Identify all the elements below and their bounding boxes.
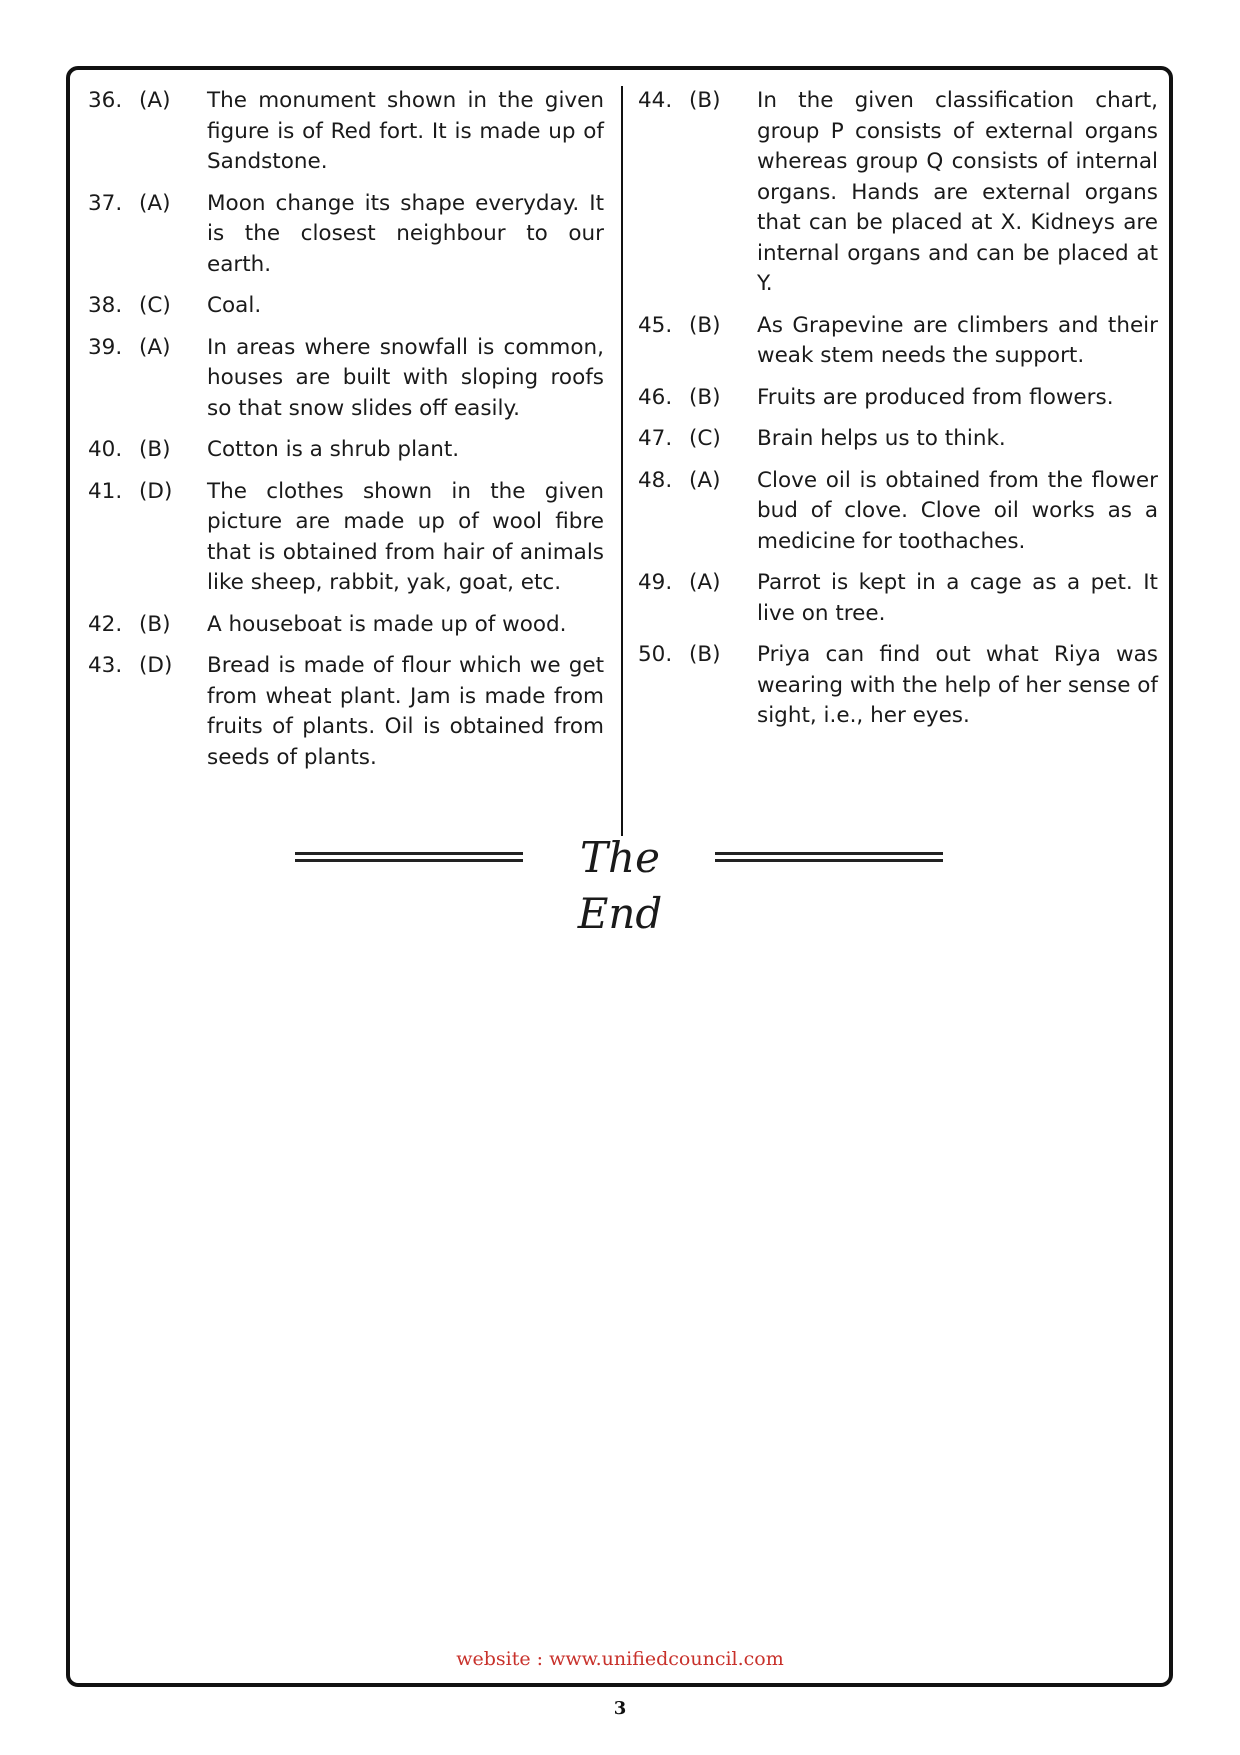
explanation-text: Cotton is a shrub plant. xyxy=(207,437,460,462)
question-number: 45. xyxy=(638,312,673,338)
question-number: 41. xyxy=(88,478,123,504)
answer-option: (A) xyxy=(689,570,721,595)
question-number: 46. xyxy=(638,384,673,410)
question-number: 47. xyxy=(638,426,673,451)
answer-item xyxy=(638,311,1158,372)
answer-option: (D) xyxy=(139,478,173,504)
explanation-text: Brain helps us to think. xyxy=(757,426,1006,451)
page-number: 3 xyxy=(613,1698,627,1719)
answer-item xyxy=(88,189,604,281)
explanation-text: Coal. xyxy=(207,293,262,318)
answer-item xyxy=(638,568,1158,629)
answer-item xyxy=(88,651,604,773)
answer-item xyxy=(88,435,604,466)
double-rule-right xyxy=(715,852,943,862)
column-divider xyxy=(621,86,623,836)
explanation-text: In the given classification chart, group P consists of external organs whereas group Q consists of internal organs. Hands are external organs that can be placed at X. Kidneys are internal organs and can be placed at Y. xyxy=(757,88,1158,296)
double-rule-left xyxy=(295,852,523,862)
explanation-text: As Grapevine are climbers and their weak stem needs the support. xyxy=(757,312,1158,368)
answer-item xyxy=(88,333,604,425)
question-number: 50. xyxy=(638,642,673,667)
explanation-text: In areas where snowfall is common, houses are built with sloping roofs so that snow slides off easily. xyxy=(207,334,604,421)
answer-option: (B) xyxy=(689,88,721,113)
answer-item xyxy=(638,424,1158,455)
answer-option: (D) xyxy=(139,653,173,678)
question-number: 44. xyxy=(638,88,673,113)
explanation-text: Fruits are produced from flowers. xyxy=(757,384,1114,410)
explanation-text: Clove oil is obtained from the flower bud of clove. Clove oil works as a medicine for toothaches. xyxy=(757,467,1158,554)
answer-item xyxy=(88,86,604,178)
question-number: 40. xyxy=(88,437,123,462)
answer-item xyxy=(638,86,1158,300)
question-number: 42. xyxy=(88,611,123,637)
answers-left-column xyxy=(88,86,604,784)
the-end-ornament xyxy=(295,830,945,938)
answers-right-column xyxy=(638,86,1158,743)
answer-item xyxy=(88,291,604,322)
question-number: 48. xyxy=(638,467,673,493)
answer-option: (A) xyxy=(689,467,721,493)
answer-item xyxy=(88,477,604,599)
answer-item xyxy=(638,640,1158,732)
answer-option: (C) xyxy=(139,293,171,318)
explanation-text: The clothes shown in the given picture are made up of wool fibre that is obtained from hair of animals like sheep, rabbit, yak, goat, etc. xyxy=(207,478,604,595)
question-number: 37. xyxy=(88,190,123,216)
explanation-text: Bread is made of flour which we get from wheat plant. Jam is made from fruits of plants. Oil is obtained from seeds of plants. xyxy=(207,653,604,770)
question-number: 38. xyxy=(88,293,123,318)
answer-option: (B) xyxy=(689,312,721,338)
question-number: 49. xyxy=(638,570,673,595)
question-number: 36. xyxy=(88,88,123,113)
the-end-text: The End xyxy=(577,833,663,938)
website-footer: website : www.unifiedcouncil.com xyxy=(456,1648,784,1670)
answer-option: (A) xyxy=(139,334,171,360)
question-number: 43. xyxy=(88,653,123,678)
question-number: 39. xyxy=(88,334,123,360)
explanation-text: A houseboat is made up of wood. xyxy=(207,611,567,637)
explanation-text: Parrot is kept in a cage as a pet. It live on tree. xyxy=(757,570,1158,626)
explanation-text: The monument shown in the given figure is of Red fort. It is made up of Sandstone. xyxy=(207,88,604,174)
answer-option: (B) xyxy=(689,384,721,410)
answer-option: (A) xyxy=(139,88,171,113)
answer-option: (B) xyxy=(139,437,171,462)
answer-option: (B) xyxy=(139,611,171,637)
explanation-text: Moon change its shape everyday. It is the closest neighbour to our earth. xyxy=(207,190,604,277)
answer-item xyxy=(88,610,604,641)
answer-option: (B) xyxy=(689,642,721,667)
answer-item xyxy=(638,466,1158,558)
answer-option: (A) xyxy=(139,190,171,216)
answer-option: (C) xyxy=(689,426,721,451)
answer-item xyxy=(638,383,1158,414)
explanation-text: Priya can find out what Riya was wearing with the help of her sense of sight, i.e., her eyes. xyxy=(757,642,1158,728)
